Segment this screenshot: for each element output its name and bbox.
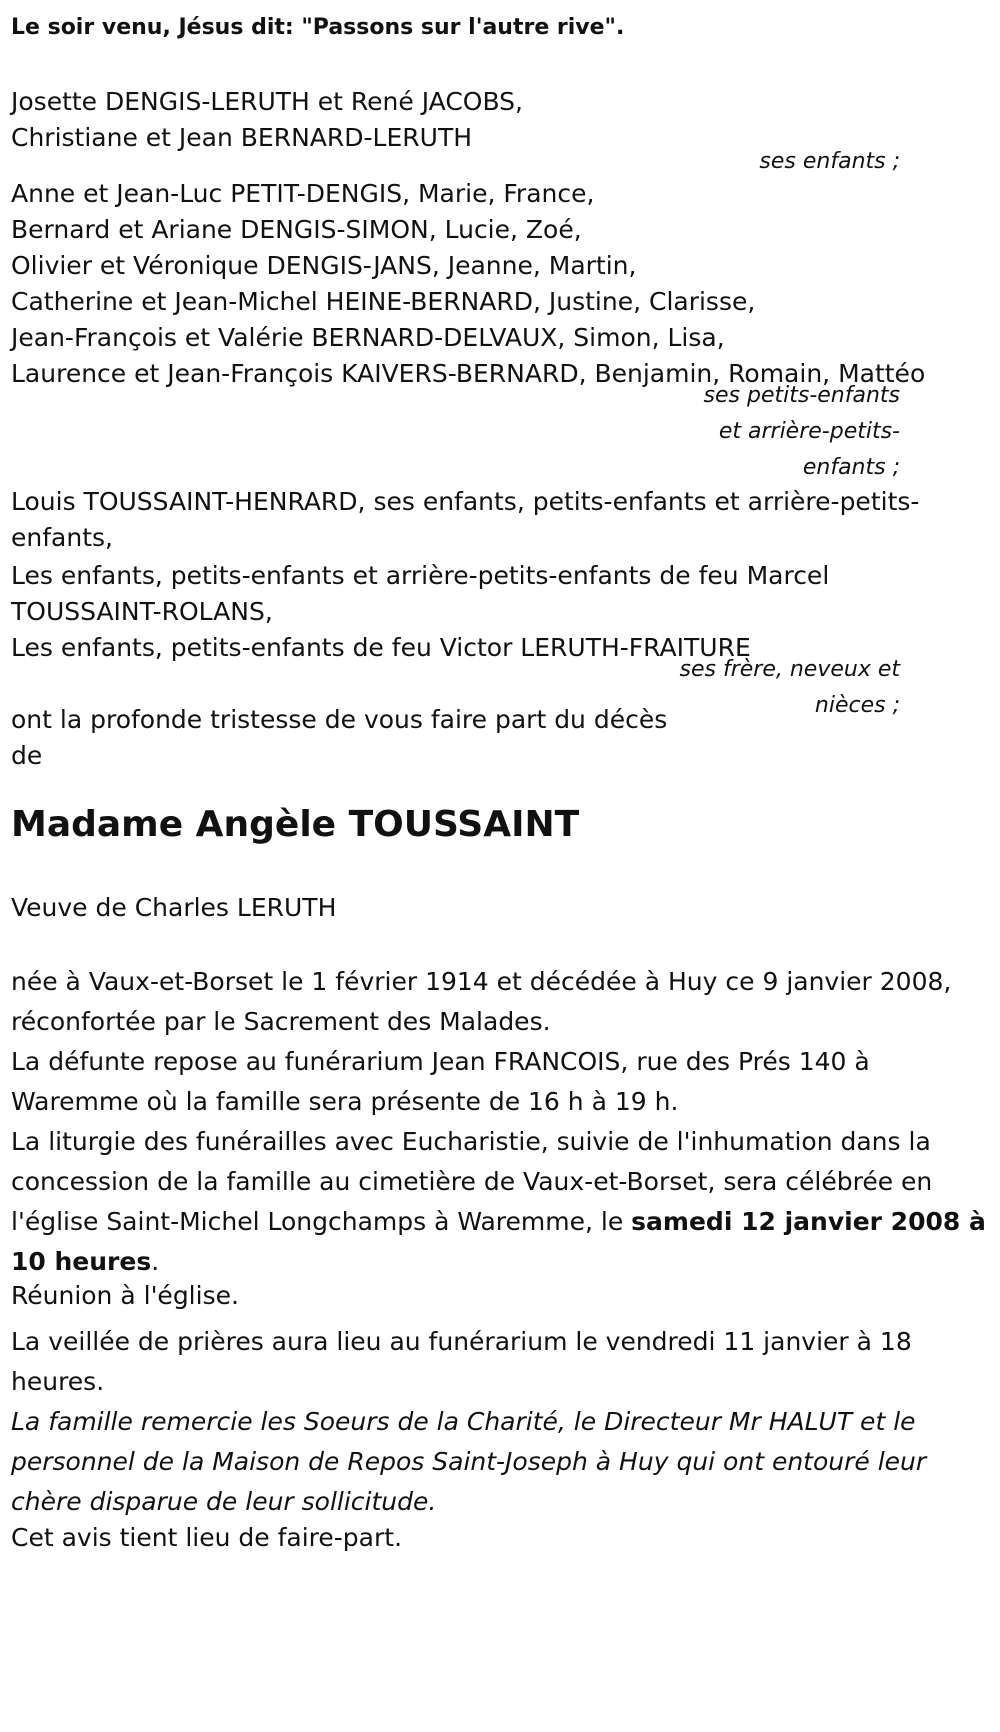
siblings-line-1: Louis TOUSSAINT-HENRARD, ses enfants, petits-enfants et arrière-petits- (11, 487, 920, 516)
liturgy-paragraph (11, 1122, 996, 1282)
grandchildren-line-2: Bernard et Ariane DENGIS-SIMON, Lucie, Zoé, (11, 215, 582, 244)
birth-death-paragraph: née à Vaux-et-Borset le 1 février 1914 et décédée à Huy ce 9 janvier 2008, réconfortée par le Sacrement des Malades. (11, 967, 952, 1036)
announcement-line-2: de (11, 741, 43, 770)
grandchildren-relation-3: enfants ; (802, 455, 900, 480)
deceased-name: Madame Angèle TOUSSAINT (11, 804, 580, 845)
liturgy-end: . (151, 1247, 160, 1276)
children-line-2: Christiane et Jean BERNARD-LERUTH (11, 123, 473, 152)
grandchildren-line-1: Anne et Jean-Luc PETIT-DENGIS, Marie, France, (11, 179, 595, 208)
liturgy-date: samedi 12 janvier 2008 à 10 heures (11, 1207, 986, 1276)
liturgy-text: La liturgie des funérailles avec Eucharistie, suivie de l'inhumation dans la concession de la famille au cimetière de Vaux-et-Borset, sera célébrée en l'église Saint-Michel Longchamps à Waremme, le (11, 1127, 933, 1236)
siblings-line-5: Les enfants, petits-enfants de feu Victor LERUTH-FRAITURE (11, 633, 751, 662)
siblings-relation-2: nièces ; (814, 693, 900, 718)
grandchildren-line-3: Olivier et Véronique DENGIS-JANS, Jeanne, Martin, (11, 251, 637, 280)
siblings-line-4: TOUSSAINT-ROLANS, (11, 597, 273, 626)
grandchildren-relation-1: ses petits-enfants (703, 383, 900, 408)
thanks-paragraph: La famille remercie les Soeurs de la Charité, le Directeur Mr HALUT et le personnel de la Maison de Repos Saint-Joseph à Huy qui ont entouré leur chère disparue de leur sollicitude. (11, 1407, 927, 1516)
children-relation: ses enfants ; (759, 149, 900, 174)
siblings-line-3: Les enfants, petits-enfants et arrière-petits-enfants de feu Marcel (11, 561, 830, 590)
bible-verse: Le soir venu, Jésus dit: "Passons sur l'autre rive". (11, 15, 625, 40)
grandchildren-line-6: Laurence et Jean-François KAIVERS-BERNARD, Benjamin, Romain, Mattéo (11, 359, 926, 388)
grandchildren-line-5: Jean-François et Valérie BERNARD-DELVAUX, Simon, Lisa, (11, 323, 725, 352)
siblings-relation-1: ses frère, neveux et (679, 657, 900, 682)
siblings-line-2: enfants, (11, 523, 113, 552)
reunion-paragraph: Réunion à l'église. (11, 1281, 239, 1310)
grandchildren-line-4: Catherine et Jean-Michel HEINE-BERNARD, Justine, Clarisse, (11, 287, 756, 316)
announcement-line-1: ont la profonde tristesse de vous faire part du décès (11, 705, 668, 734)
notice-paragraph: Cet avis tient lieu de faire-part. (11, 1523, 403, 1552)
widow-of: Veuve de Charles LERUTH (11, 893, 337, 922)
children-line-1: Josette DENGIS-LERUTH et René JACOBS, (11, 87, 523, 116)
vigil-paragraph: La veillée de prières aura lieu au funérarium le vendredi 11 janvier à 18 heures. (11, 1327, 912, 1396)
funerarium-paragraph: La défunte repose au funérarium Jean FRANCOIS, rue des Prés 140 à Waremme où la famille sera présente de 16 h à 19 h. (11, 1047, 870, 1116)
grandchildren-relation-2: et arrière-petits- (718, 419, 900, 444)
